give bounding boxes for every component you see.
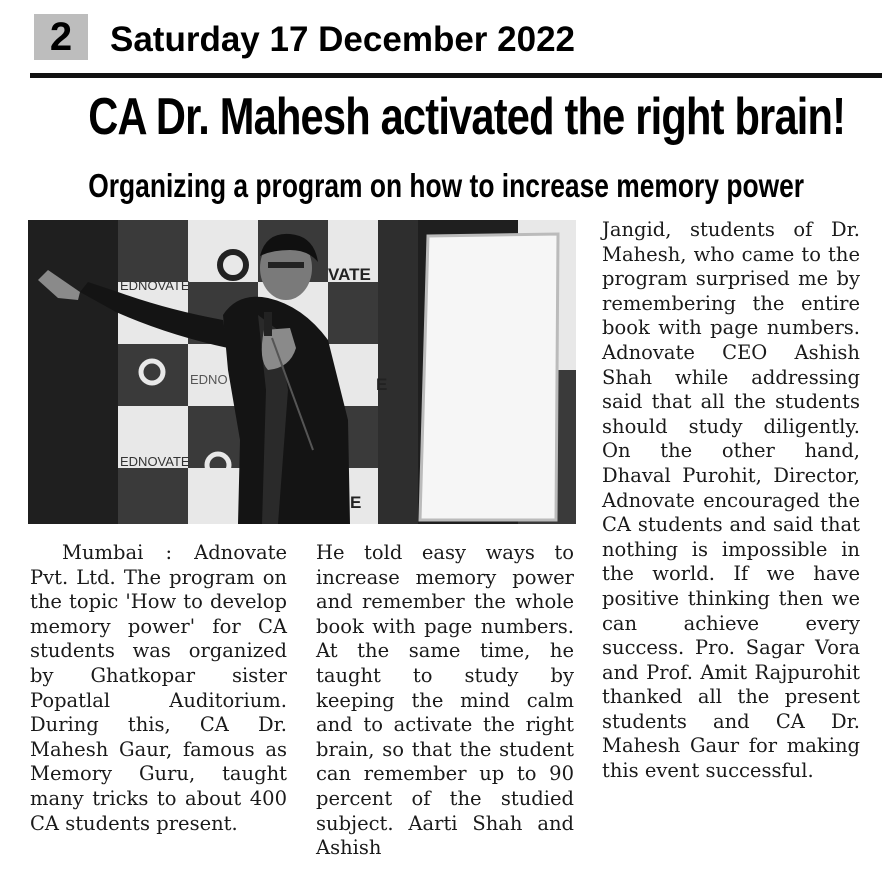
masthead-rule bbox=[30, 73, 882, 78]
brand-text: EDNOVATE bbox=[120, 278, 190, 293]
brand-text: EDNOVATE bbox=[120, 454, 190, 469]
article-paragraph: He told easy ways to increase memory power and remember the whole book with page numbers. At the same time, he taught to study by keeping the mind calm and to activate the right brain, so that the student can remember up to 90 percent of the studied subject. Aarti Shah and Ashish bbox=[316, 541, 574, 860]
brand-text: VATE bbox=[328, 265, 371, 284]
speaker-photo-illustration bbox=[28, 220, 576, 524]
article-column-1 bbox=[30, 541, 287, 836]
page-number: 2 bbox=[34, 14, 88, 60]
brand-text: EDNO bbox=[190, 372, 228, 387]
article-paragraph: Mumbai : Adnovate Pvt. Ltd. The program on the topic 'How to develop memory power' for CA students was organized by Ghatkopar sister Popatlal Auditorium. During this, CA Dr. Mahesh Gaur, famous as Memory Guru, taught many tricks to about 400 CA students present. bbox=[30, 541, 287, 835]
article-column-3 bbox=[602, 218, 860, 784]
headline: CA Dr. Mahesh activated the right brain! bbox=[88, 88, 846, 146]
issue-date: Saturday 17 December 2022 bbox=[110, 20, 575, 59]
subheadline: Organizing a program on how to increase memory power bbox=[88, 167, 805, 204]
whiteboard bbox=[420, 234, 558, 520]
article-photo bbox=[28, 220, 576, 524]
article-paragraph: Jangid, students of Dr. Mahesh, who came to the program surprised me by remembering the entire book with page numbers. Adnovate CEO Ashish Shah while addressing said that all the students should study diligently. On the other hand, Dhaval Purohit, Director, Adnovate encouraged the CA students and said that nothing is impossible in the world. If we have positive thinking then we can achieve every success. Pro. Sagar Vora and Prof. Amit Rajpurohit thanked all the present students and CA Dr. Mahesh Gaur for making this event successful. bbox=[602, 218, 860, 783]
brand-text: E bbox=[350, 493, 362, 512]
brand-text: E bbox=[376, 375, 388, 394]
article-column-2 bbox=[316, 541, 574, 861]
